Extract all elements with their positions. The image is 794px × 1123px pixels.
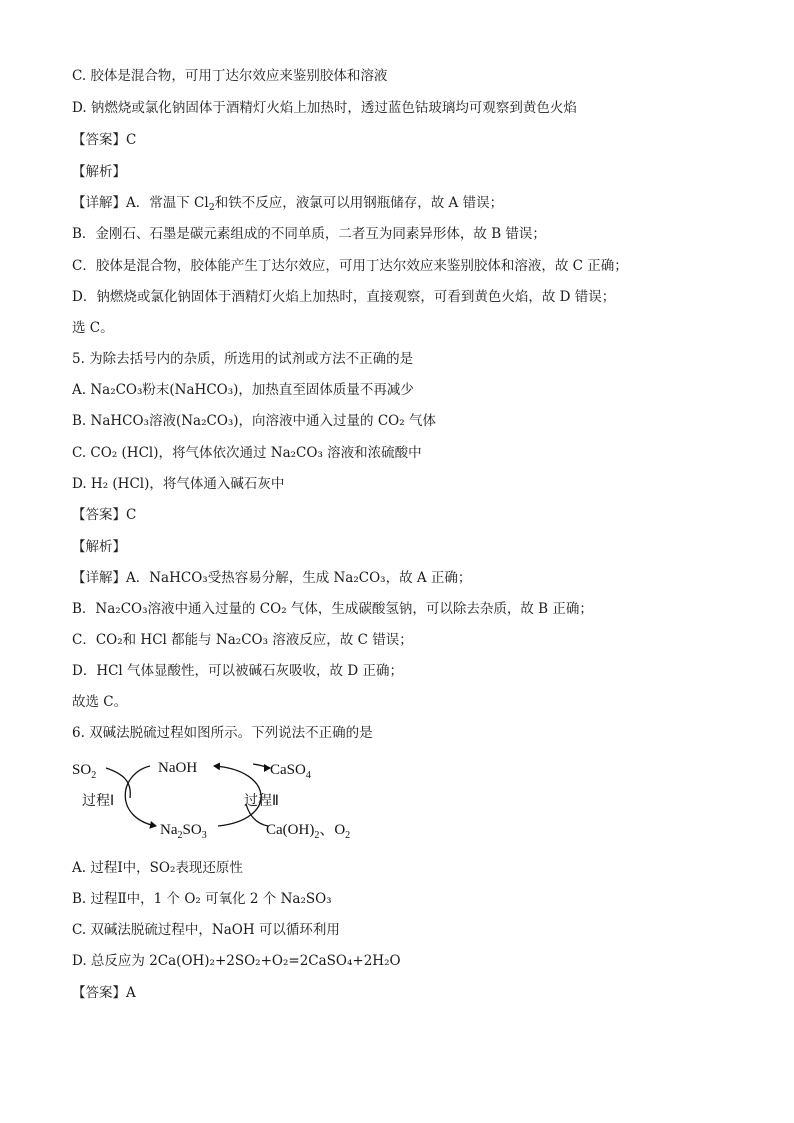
q5-detail-d: D．HCl 气体显酸性，可以被碱石灰吸收，故 D 正确； <box>72 663 403 679</box>
q5-detail-b: B．Na₂CO₃溶液中通入过量的 CO₂ 气体，生成碳酸氢钠，可以除去杂质，故 B 正确； <box>72 601 593 617</box>
prev-detail-d: D．钠燃烧或氯化钠固体于酒精灯火焰上加热时，直接观察，可看到黄色火焰，故 D 错误； <box>72 289 616 305</box>
prev-answer: 【答案】C <box>72 132 137 148</box>
q5-option-b: B. NaHCO₃溶液(Na₂CO₃)，向溶液中通入过量的 CO₂ 气体 <box>72 413 436 429</box>
prev-option-c: C. 胶体是混合物，可用丁达尔效应来鉴别胶体和溶液 <box>72 68 388 84</box>
prev-detail-a-post: 和铁不反应，液氯可以用钢瓶储存，故 A 错误； <box>214 195 504 211</box>
process-2-label: 过程Ⅱ <box>244 793 279 809</box>
q5-stem: 5. 为除去括号内的杂质，所选用的试剂或方法不正确的是 <box>72 351 414 367</box>
q6-stem: 6. 双碱法脱硫过程如图所示。下列说法不正确的是 <box>72 725 373 741</box>
prev-detail-a <box>72 193 754 213</box>
process-1-label: 过程Ⅰ <box>82 793 115 809</box>
q6-option-c: C. 双碱法脱硫过程中，NaOH 可以循环利用 <box>72 922 340 938</box>
q6-option-b: B. 过程Ⅱ中，1 个 O₂ 可氧化 2 个 Na₂SO₃ <box>72 891 332 907</box>
q5-choose: 故选 C。 <box>72 694 128 710</box>
caso4-label: CaSO$_4$ <box>270 762 311 781</box>
q5-option-a: A. Na₂CO₃粉末(NaHCO₃)，加热直至固体质量不再减少 <box>72 382 414 398</box>
q6-option-a: A. 过程Ⅰ中，SO₂表现还原性 <box>72 860 243 876</box>
q5-option-d: D. H₂ (HCl)，将气体通入碱石灰中 <box>72 476 285 492</box>
q5-answer: 【答案】C <box>72 507 137 523</box>
caoh2-o2-label: $Ca(OH)_2$、$O_2$ <box>266 822 351 841</box>
prev-detail-a-pre: 【详解】A．常温下 Cl <box>72 195 209 211</box>
prev-detail-c: C．胶体是混合物，胶体能产生丁达尔效应，可用丁达尔效应来鉴别胶体和溶液，故 C 正确； <box>72 258 628 274</box>
q6-option-d: D. 总反应为 2Ca(OH)₂+2SO₂+O₂=2CaSO₄+2H₂O <box>72 953 401 969</box>
naoh-label: NaOH <box>158 760 198 776</box>
q6-answer: 【答案】A <box>72 985 136 1001</box>
desulfurization-cycle-diagram <box>68 752 368 847</box>
na2so3-label: $Na_2SO_3$ <box>160 822 207 841</box>
so2-label: $SO_2$ <box>72 762 97 781</box>
q5-analysis-label: 【解析】 <box>72 539 126 555</box>
prev-analysis-label: 【解析】 <box>72 164 126 180</box>
process-2-arc-top <box>253 764 270 768</box>
prev-detail-b: B．金刚石、石墨是碳元素组成的不同单质，二者互为同素异形体，故 B 错误； <box>72 226 546 242</box>
q5-detail-a: 【详解】A．NaHCO₃受热容易分解，生成 Na₂CO₃，故 A 正确； <box>72 570 472 586</box>
q5-detail-c: C．CO₂和 HCl 都能与 Na₂CO₃ 溶液反应，故 C 错误； <box>72 632 413 648</box>
prev-option-d: D. 钠燃烧或氯化钠固体于酒精灯火焰上加热时，透过蓝色钴玻璃均可观察到黄色火焰 <box>72 100 577 116</box>
prev-detail-a-sub: 2 <box>208 202 215 213</box>
prev-choose: 选 C。 <box>72 320 114 336</box>
q5-option-c: C. CO₂ (HCl)，将气体依次通过 Na₂CO₃ 溶液和浓硫酸中 <box>72 445 422 461</box>
